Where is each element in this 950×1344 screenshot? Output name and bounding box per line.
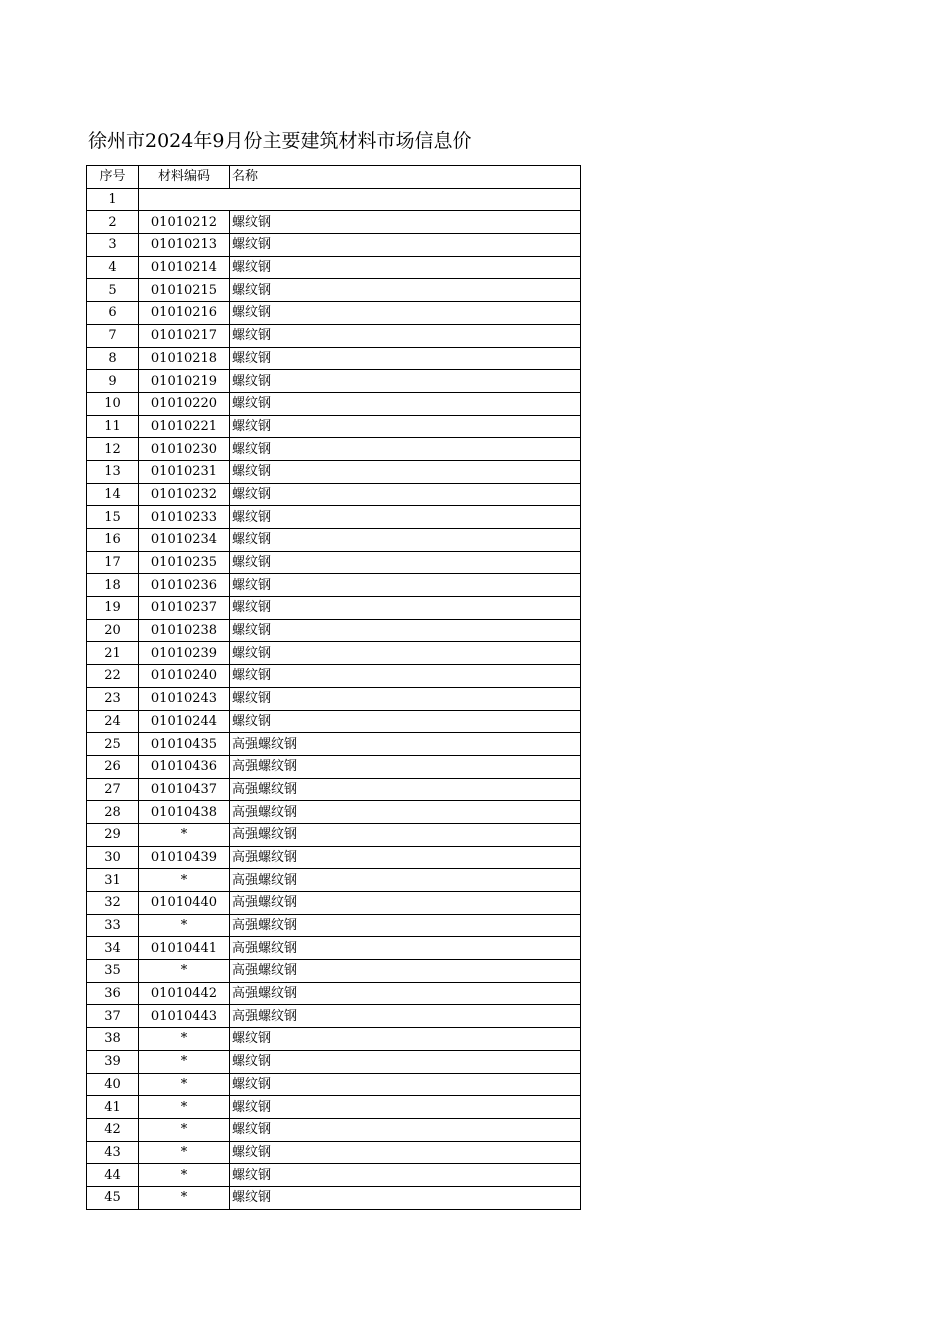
seq-cell: 22 [87,665,139,688]
code-cell: 01010231 [139,460,230,483]
seq-cell: 15 [87,506,139,529]
code-cell: 01010220 [139,392,230,415]
seq-cell: 23 [87,687,139,710]
seq-cell: 33 [87,914,139,937]
code-cell: 01010440 [139,892,230,915]
code-cell: * [139,914,230,937]
seq-cell: 8 [87,347,139,370]
seq-cell: 10 [87,392,139,415]
code-cell: * [139,1028,230,1051]
name-cell: 高强螺纹钢 [230,755,581,778]
table-row [87,869,581,892]
name-cell: 高强螺纹钢 [230,846,581,869]
name-cell: 高强螺纹钢 [230,937,581,960]
table-row [87,188,581,211]
page-title: 徐州市2024年9月份主要建筑材料市场信息价 [88,130,472,152]
seq-cell: 2 [87,211,139,234]
seq-cell: 6 [87,302,139,325]
name-cell: 螺纹钢 [230,710,581,733]
code-cell: 01010243 [139,687,230,710]
price-table [86,165,581,1210]
name-cell: 螺纹钢 [230,1073,581,1096]
table-row [87,778,581,801]
seq-cell: 28 [87,801,139,824]
table-row [87,392,581,415]
seq-cell: 5 [87,279,139,302]
seq-cell: 32 [87,892,139,915]
name-cell: 螺纹钢 [230,483,581,506]
code-cell: 01010441 [139,937,230,960]
code-cell: 01010439 [139,846,230,869]
seq-cell: 27 [87,778,139,801]
table-row [87,415,581,438]
code-cell: 01010215 [139,279,230,302]
name-cell: 螺纹钢 [230,1096,581,1119]
table-row [87,1118,581,1141]
code-cell: 01010442 [139,982,230,1005]
code-cell: 01010238 [139,619,230,642]
code-cell: 01010218 [139,347,230,370]
header-row [87,166,581,189]
seq-cell: 4 [87,256,139,279]
table-row [87,619,581,642]
table-row [87,302,581,325]
table-row [87,1050,581,1073]
header-seq: 序号 [87,166,139,189]
seq-cell: 17 [87,551,139,574]
code-cell: * [139,1186,230,1209]
table-row [87,1096,581,1119]
table-row [87,687,581,710]
merged-empty-cell [139,188,581,211]
code-cell: 01010240 [139,665,230,688]
table-row [87,324,581,347]
seq-cell: 12 [87,438,139,461]
table-row [87,529,581,552]
name-cell: 高强螺纹钢 [230,733,581,756]
seq-cell: 3 [87,234,139,257]
table-row [87,370,581,393]
code-cell: * [139,823,230,846]
name-cell: 螺纹钢 [230,234,581,257]
table-row [87,642,581,665]
table-row [87,1141,581,1164]
seq-cell: 38 [87,1028,139,1051]
seq-cell: 25 [87,733,139,756]
seq-cell: 16 [87,529,139,552]
code-cell: 01010230 [139,438,230,461]
code-cell: * [139,960,230,983]
header-code: 材料编码 [139,166,230,189]
table-header [87,166,581,189]
code-cell: 01010214 [139,256,230,279]
code-cell: * [139,1096,230,1119]
seq-cell: 11 [87,415,139,438]
table-row [87,506,581,529]
name-cell: 螺纹钢 [230,574,581,597]
code-cell: 01010219 [139,370,230,393]
code-cell: 01010239 [139,642,230,665]
code-cell: * [139,869,230,892]
name-cell: 高强螺纹钢 [230,823,581,846]
table-row [87,823,581,846]
seq-cell: 37 [87,1005,139,1028]
name-cell: 螺纹钢 [230,211,581,234]
name-cell: 高强螺纹钢 [230,869,581,892]
name-cell: 高强螺纹钢 [230,960,581,983]
name-cell: 螺纹钢 [230,619,581,642]
name-cell: 螺纹钢 [230,324,581,347]
seq-cell: 42 [87,1118,139,1141]
code-cell: 01010437 [139,778,230,801]
name-cell: 螺纹钢 [230,665,581,688]
name-cell: 螺纹钢 [230,370,581,393]
seq-cell: 31 [87,869,139,892]
seq-cell: 26 [87,755,139,778]
table-row [87,801,581,824]
table-row [87,914,581,937]
table-row [87,211,581,234]
table-row [87,892,581,915]
seq-cell: 44 [87,1164,139,1187]
seq-cell: 13 [87,460,139,483]
name-cell: 螺纹钢 [230,1164,581,1187]
code-cell: 01010435 [139,733,230,756]
seq-cell: 35 [87,960,139,983]
seq-cell: 19 [87,597,139,620]
name-cell: 螺纹钢 [230,642,581,665]
seq-cell: 30 [87,846,139,869]
name-cell: 螺纹钢 [230,1186,581,1209]
table-row [87,846,581,869]
table-row [87,937,581,960]
seq-cell: 9 [87,370,139,393]
seq-cell: 41 [87,1096,139,1119]
name-cell: 螺纹钢 [230,279,581,302]
code-cell: * [139,1050,230,1073]
table-row [87,279,581,302]
seq-cell: 24 [87,710,139,733]
name-cell: 高强螺纹钢 [230,801,581,824]
name-cell: 高强螺纹钢 [230,1005,581,1028]
table-row [87,1164,581,1187]
seq-cell: 21 [87,642,139,665]
seq-cell: 40 [87,1073,139,1096]
table-row [87,1028,581,1051]
table-row [87,574,581,597]
table-row [87,960,581,983]
table-row [87,597,581,620]
name-cell: 螺纹钢 [230,460,581,483]
name-cell: 螺纹钢 [230,1050,581,1073]
seq-cell: 43 [87,1141,139,1164]
code-cell: 01010234 [139,529,230,552]
code-cell: 01010235 [139,551,230,574]
code-cell: 01010436 [139,755,230,778]
table-row [87,665,581,688]
table-row [87,982,581,1005]
name-cell: 螺纹钢 [230,1118,581,1141]
name-cell: 螺纹钢 [230,256,581,279]
header-name: 名称 [230,166,581,189]
table-row [87,551,581,574]
seq-cell: 20 [87,619,139,642]
name-cell: 螺纹钢 [230,415,581,438]
table-row [87,256,581,279]
name-cell: 螺纹钢 [230,597,581,620]
seq-cell: 14 [87,483,139,506]
name-cell: 螺纹钢 [230,551,581,574]
table-row [87,460,581,483]
name-cell: 螺纹钢 [230,302,581,325]
code-cell: 01010237 [139,597,230,620]
code-cell: 01010221 [139,415,230,438]
table-row [87,1073,581,1096]
seq-cell: 7 [87,324,139,347]
table-row [87,1186,581,1209]
code-cell: 01010216 [139,302,230,325]
seq-cell: 45 [87,1186,139,1209]
name-cell: 螺纹钢 [230,529,581,552]
name-cell: 螺纹钢 [230,438,581,461]
seq-cell: 29 [87,823,139,846]
code-cell: 01010244 [139,710,230,733]
seq-cell: 36 [87,982,139,1005]
name-cell: 螺纹钢 [230,506,581,529]
code-cell: * [139,1073,230,1096]
seq-cell: 39 [87,1050,139,1073]
table-row [87,347,581,370]
table-row [87,438,581,461]
code-cell: * [139,1118,230,1141]
seq-cell: 34 [87,937,139,960]
code-cell: 01010443 [139,1005,230,1028]
name-cell: 高强螺纹钢 [230,892,581,915]
name-cell: 高强螺纹钢 [230,914,581,937]
code-cell: 01010217 [139,324,230,347]
table-row [87,710,581,733]
code-cell: 01010236 [139,574,230,597]
name-cell: 螺纹钢 [230,392,581,415]
code-cell: * [139,1141,230,1164]
name-cell: 螺纹钢 [230,687,581,710]
name-cell: 螺纹钢 [230,1028,581,1051]
code-cell: 01010233 [139,506,230,529]
table-row [87,1005,581,1028]
code-cell: * [139,1164,230,1187]
code-cell: 01010232 [139,483,230,506]
code-cell: 01010438 [139,801,230,824]
name-cell: 高强螺纹钢 [230,778,581,801]
table-row [87,234,581,257]
table-row [87,755,581,778]
code-cell: 01010213 [139,234,230,257]
table-row [87,733,581,756]
table-body [87,188,581,1209]
seq-cell: 1 [87,188,139,211]
table-row [87,483,581,506]
seq-cell: 18 [87,574,139,597]
name-cell: 螺纹钢 [230,1141,581,1164]
name-cell: 高强螺纹钢 [230,982,581,1005]
name-cell: 螺纹钢 [230,347,581,370]
code-cell: 01010212 [139,211,230,234]
